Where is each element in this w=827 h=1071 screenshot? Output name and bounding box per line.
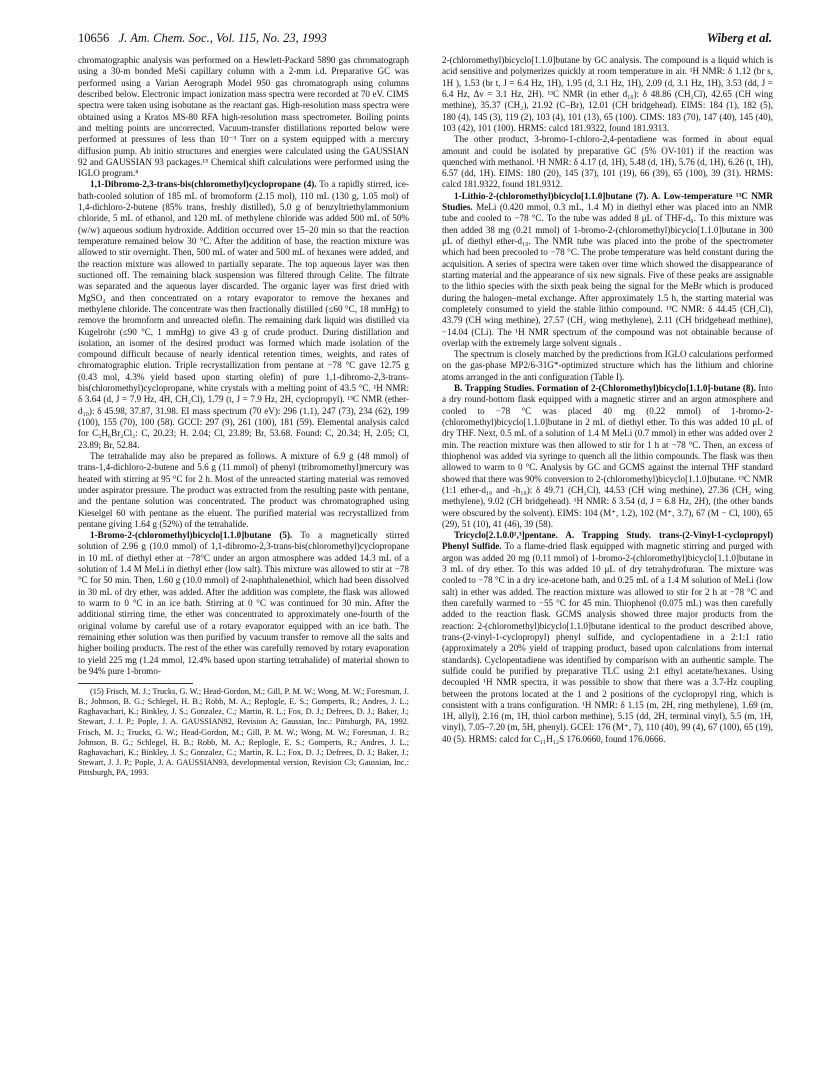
paragraph [442, 191, 773, 349]
paragraph-heading: Tricyclo[2.1.0.0¹,³]pentane. A. Trapping Study. trans-(2-Vinyl-1-cyclopropyl) Phenyl Sulfide. [442, 530, 773, 552]
footnote-rule [78, 683, 193, 684]
paragraph-text: chromatographic analysis was performed on a Hewlett-Packard 5890 gas chromatograph using a 30-m bonded MeSi capillary column with a 2-mm i.d. Preparative GC was performed using a Varian Aerograph Model 950 gas chromatograph using columns described below. Electronic impact ionization mass spectra were recorded at 70 eV. CIMS spectra were taken using isobutane as the reactant gas. High-resolution mass spectra were obtained using a Kratos MS-80 RFA high-resolution mass spectrometer. Boiling points and melting points are uncorrected. Vacuum-transfer distillations reported below were performed at pressures of less than 10⁻³ Torr on a system equipped with a mercury diffusion pump. Ab initio structures and energies were calculated using the GAUSSIAN 92 and GAUSSIAN 93 packages.¹⁵ Chemical shift calculations were performed using the IGLO program.⁸ [78, 55, 409, 179]
paragraph [442, 55, 773, 134]
paragraph-text: The spectrum is closely matched by the predictions from IGLO calculations performed on the gas-phase MP2/6-31G*-optimized structure which has the lithium and chlorine atoms arranged in the anti configuration (Table I). [442, 349, 773, 382]
paragraph-text: Into a dry round-bottom flask equipped with a magnetic stirrer and an argon atmosphere and cooled to −78 °C was placed 40 mg (0.22 mmol) of 1-bromo-2-(chloromethyl)bicyclo[1.1.0]butane in 2 mL of diethyl ether. To this was added 10 μL of dry THF. Next, 0.5 mL of a solution of 1.4 M MeLi (0.7 mmol) in ether was added over 2 min. The reaction mixture was then allowed to stir for 1 h at −78 °C. Then, an excess of thiophenol was added via syringe to quench all the lithio compounds. The flask was then allowed to warm to 0 °C. Analysis by GC and GCMS against the internal THF standard showed that there was 90% conversion to 2-(chloromethyl)bicyclo[1.1.0]butane. ¹³C NMR (1:1 ether-d₁₀ and -h₁₀): δ 49.71 (CH₂Cl), 44.53 (CH wing methine), 27.36 (CH₂ wing methylene), 9.02 (CH bridgehead). ¹H NMR: δ 3.54 (d, J = 6.8 Hz, 2H), (the other bands were obscured by the solvent). EIMS: 104 (M⁺, 1.2), 102 (M⁺, 3.7), 67 (M − Cl, 100), 65 (29), 51 (10), 41 (46), 39 (58). [442, 383, 773, 529]
paragraph-text: To a rapidly stirred, ice-bath-cooled solution of 185 mL of bromoform (2.15 mol), 110 mL (130 g, 1.05 mol) of 1,4-dichloro-2-butene (85% trans, freshly distilled), 5.0 g of benzyltriethylammonium chloride, 5 mL of ethanol, and 120 mL of methylene chloride was added 500 mL of 50% (w/w) aqueous sodium hydroxide. Addition occurred over 15–20 min so that the reaction temperature remained below 30 °C. After the addition of base, the reaction mixture was allowed to stir overnight. Then, 500 mL of water and 500 mL of hexanes were added, and the reaction mixture was allowed to partially separate. The top aqueous layer was then suctioned off. The remaining black suspension was filtered through Celite. The filtrate was separated and the aqueous layer discarded. The organic layer was first dried with MgSO₄ and then concentrated on a rotary evaporator to remove the hexanes and methylene chloride. The concentrate was then fractionally distilled (≤60 °C, 18 mmHg) to remove the bromoform and unreacted olefin. The remaining dark liquid was distilled via Kugelrohr (≤90 °C, 1 mmHg) to give 43 g of crude product. During distillation and isolation, an isomer of the desired product was formed which made isolation of the compound difficult because of nearly identical retention times, weights, and rates of chromatographic elution. Triple recrystallization from pentane at −78 °C gave 12.75 g (0.43 mol, 4.3% yield based upon starting olefin) of pure 1,1-dibromo-2,3-trans-bis(chloromethyl)cyclopropane, white crystals with a melting point of 43.5 °C. ¹H NMR: δ 3.64 (d, J = 7.9 Hz, 4H, CH₂Cl), 1.79 (t, J = 7.9 Hz, 2H, cyclopropyl). ¹³C NMR (ether-d₁₀): δ 45.98, 37.87, 31.98. EI mass spectrum (70 eV): 296 (1.1), 247 (73), 234 (62), 199 (100), 155 (70), 100 (58). GCCI: 297 (9), 261 (100), 181 (59). Elemental analysis calcd for C₅H₆Br₂Cl₂: C, 20.23; H. 2.04; Cl, 23.89; Br, 53.68. Found: C, 20.34; H, 2.05; Cl, 23.89; Br, 52.84. [78, 179, 409, 450]
paragraph [442, 349, 773, 383]
paragraph [78, 179, 409, 451]
paragraph [78, 55, 409, 179]
paragraph [442, 383, 773, 530]
paragraph-heading: 1-Lithio-2-(chloromethyl)bicyclo[1.1.0]butane (7). A. Low-temperature ¹³C NMR Studies. [442, 190, 773, 213]
paragraph [78, 451, 409, 530]
journal-citation: J. Am. Chem. Soc., Vol. 115, No. 23, 1993 [118, 31, 327, 45]
header-authors: Wiberg et al. [706, 31, 772, 45]
paragraph-text: The other product, 3-bromo-1-chloro-2,4-pentadiene was formed in about equal amount and could be isolated by preparative GC (5% OV-101) if the reaction was quenched with methanol. ¹H NMR: δ 4.17 (d, 1H), 5.48 (d, 1H), 5.76 (d, 1H), 6.26 (t, 1H), 6.57 (dd, 1H). EIMS: 180 (20), 145 (37), 101 (19), 66 (39), 65 (100), 39 (31). HRMS: calcd 181.9322, found 181.9312. [442, 134, 773, 190]
paragraph-text: To a flame-dried flask equipped with magnetic stirring and purged with argon was added 20 mg (0.11 mmol) of 1-bromo-2-(chloromethyl)bicyclo[1.1.0]butane in 3 mL of dry ether. To this was added 10 μL of dry tetrahydrofuran. The mixture was cooled to −78 °C in a dry ice-acetone bath, and 0.25 mL of a 1.4 M solution of MeLi (low salt) in ether was added. The reaction mixture was allowed to stir for 2 h at −78 °C and then carefully warmed to −55 °C for 45 min. Thiophenol (0.075 mL) was then carefully added to the reaction flask. GCMS analysis showed three major products from the reaction: 2-(chloromethyl)bicyclo[1.1.0]butane identical to the product described above, trans-(2-vinyl-1-cyclopropyl) phenyl sulfide, and cyclopentadiene in a 2:1:1 ratio (approximately a 20% yield of trapping product, based upon calculations from internal standards). Cyclopentadiene was identified by comparison with an authentic sample. The sulfide could be purified by preparative TLC using 2:1 ethyl acetate/hexanes. Using decoupled ¹H NMR spectra, it was possible to show that there was a 3.7-Hz coupling between the protons located at the 1 and 2 positions of the cyclopropyl ring, which is consistent with a trans configuration. ¹H NMR: δ 1.15 (m, 2H, ring methylene), 1.69 (m, 1H, allyl), 2.16 (m, 1H, thiol carbon methine), 5.15 (dd, 2H, terminal vinyl), 5.5 (m, 1H, vinyl), 7.05–7.20 (m, 5H, phenyl). GCEI: 176 (M⁺, 7), 110 (40), 99 (4), 67 (100), 65 (19), 40 (5). HRMS: calcd for C₁₁H₁₂S 176.0660, found 176.0666. [442, 541, 773, 744]
paragraph [78, 530, 409, 677]
paragraph-text: 2-(chloromethyl)bicyclo[1.1.0]butane by GC analysis. The compound is a liquid which is acid sensitive and polymerizes quickly at room temperature in air. ¹H NMR: δ 1.12 (br s, 1H ), 1.53 (br t, J = 6.4 Hz, 1H), 1.95 (d, 3.1 Hz, 1H), 2.09 (d, 3.1 Hz, 1H), 3.53 (dd, J = 6.4 Hz, Δν = 3.1 Hz, 2H). ¹³C NMR (in ether d₁₀): δ 48.86 (CH₂Cl), 42.65 (CH wing methine), 35.37 (CH₂), 21.92 (C–Br), 12.01 (CH bridgehead). EIMS: 184 (1), 182 (5), 180 (4), 145 (3), 119 (2), 103 (4), 101 (13), 65 (100). CIMS: 183 (70), 147 (40), 145 (40), 103 (42), 101 (100). HRMS: calcd 181.9322, found 181.9313. [442, 55, 773, 133]
paragraph-heading: 1-Bromo-2-(chloromethyl)bicyclo[1.1.0]butane (5). [90, 530, 293, 541]
running-header [78, 31, 772, 49]
left-column [78, 55, 409, 778]
right-column [442, 55, 773, 745]
paragraph [442, 134, 773, 191]
paragraph [442, 530, 773, 745]
paragraph-heading: B. Trapping Studies. Formation of 2-(Chloromethyl)bicyclo[1.1.0]-butane (8). [454, 383, 756, 394]
paragraph-text: MeLi (0.420 mmol, 0.3 mL, 1.4 M) in diethyl ether was placed into an NMR tube and cooled to −78 °C. To the tube was added 8 μL of THF-d₈. To this mixture was then added 38 mg (0.21 mmol) of 1-bromo-2-(chloromethyl)bicyclo[1.1.0]butane in 300 μL of diethyl ether-d₁₀. The NMR tube was placed into the probe of the spectrometer which had been precooled to −78 °C. The probe temperature was held constant during the acquisition. A series of spectra were taken over time which showed the disappearance of starting material and the appearance of six new signals. Five of these peaks are assignable to the lithio species with the sixth peak being the signal for the MeBr which is produced during the halogen–metal exchange. After approximately 1.5 h, the starting material was completely consumed to yield the stable lithio compound. ¹³C NMR: δ 44.45 (CH₂Cl), 43.79 (CH wing methine), 27.57 (CH₂ wing methylene), 2.11 (CH bridgehead methine), −14.04 (CLi). The ¹H NMR spectrum of the compound was not obtainable because of overlap with the extremely large solvent signals . [442, 202, 773, 348]
header-left [78, 31, 327, 46]
page-number: 10656 [78, 31, 110, 45]
paragraph-text: The tetrahalide may also be prepared as follows. A mixture of 6.9 g (48 mmol) of trans-1,4-dichloro-2-butene and 5.6 g (11 mmol) of phenyl (tribromomethyl)mercury was heated with stirring at 95 °C for 2 h. Most of the unreacted starting material was removed under aspirator pressure. The product was extracted from the resulting paste with pentane, and the pentane solution was concentrated. The product was chromatographed using Kieselgel 60 with pentane as the eluent. The purified material was recrystallized from pentane giving 1.64 g (52%) of the tetrahalide. [78, 450, 409, 529]
footnote: (15) Frisch, M. J.; Trucks, G. W.; Head-Gordon, M.; Gill, P. M. W.; Wong, M. W.; Foresman, J. B.; Johnson, B. G.; Schlegel, H. B.; Robb, M. A.; Replogle, E. S.; Gomperts, R.; Andres, J. L.; Raghavachari, K.; Binkley, J. S.; Gonzalez, C.; Martin, R. L.; Fox, D. J.; Defrees, D. J.; Baker, J.; Stewart, J. J. P.; Pople, J. A. GAUSSIAN92, Revision A; Gaussian, Inc.: Pittsburgh, PA, 1992. Frisch, M. J.; Trucks, G. W.; Head-Gordon, M.; Gill, P. M. W.; Wong, M. W.; Foresman, J. B.; Johnson, B. G.; Schlegel, H. B.; Robb, M. A.; Replogle, E. S.; Gomperts, R.; Andres, J. L.; Raghavachari, K.; Binkley, J. S.; Gonzalez, C.; Martin, R. L.; Fox, D. J.; Defrees, D. J.; Baker, J.; Stewart, J. J. P.; Pople, J. A. GAUSSIAN93, developmental version, Revision C3; Gaussian, Inc.: Pittsburgh, PA, 1993. [78, 687, 409, 777]
paragraph-heading: 1,1-Dibromo-2,3-trans-bis(chloromethyl)cyclopropane (4). [90, 179, 317, 190]
paragraph-text: To a magnetically stirred solution of 2.96 g (10.0 mmol) of 1,1-dibromo-2,3-trans-bis(chloromethyl)cyclopropane in 10 mL of diethyl ether at −78°C under an argon atmosphere was added 14.3 mL of a solution of 1.4 M MeLi in diethyl ether (low salt). This mixture was allowed to stir at −78 °C for 50 min. Then, 1.60 g (10.0 mmol) of 2-naphthalenethiol, which had been dissolved in 30 mL of dry ether, was added. After the addition was complete, the flask was allowed to warm to 0 °C in an ice bath. Stirring at 0 °C was continued for 30 min. After the additional stirring time, the ether was concentrated to approximately one-fourth of the original volume by careful use of a rotary evaporator equipped with an ice bath. The remaining ether solution was then purified by vacuum transfer to remove all the salts and higher boiling products. The rest of the ether was carefully removed by rotary evaporation to yield 225 mg (1.24 mmol, 12.4% based upon starting tetrahalide) of material shown to be 94% pure 1-bromo- [78, 530, 410, 676]
